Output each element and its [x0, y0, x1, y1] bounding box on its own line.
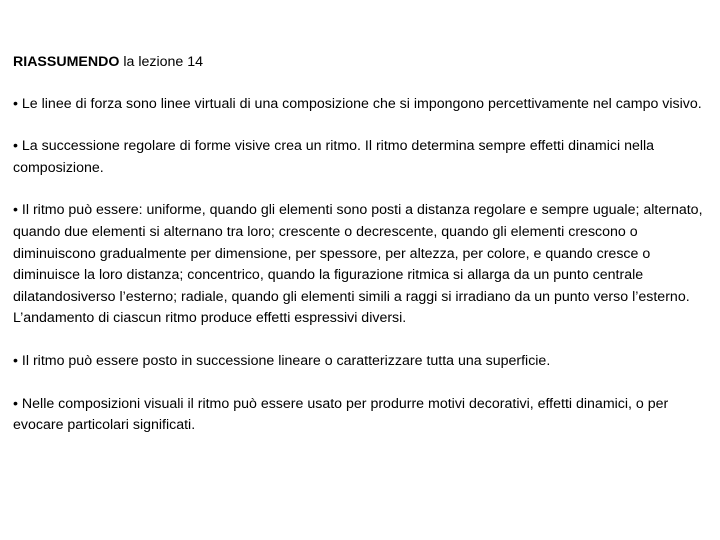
title-bold: RIASSUMENDO: [13, 54, 120, 70]
paragraph-lines-of-force: • Le linee di forza sono linee virtuali di una composizione che si impongono percettivamente nel campo visivo.: [13, 95, 702, 112]
paragraph-rhythm-definition: • La successione regolare di forme visive crea un ritmo. Il ritmo determina sempre effetti dinamici nella composizione.: [13, 138, 655, 176]
paragraph-rhythm-succession: • Il ritmo può essere posto in successione lineare o caratterizzare tutta una superficie.: [13, 352, 551, 369]
slide-content: [13, 52, 708, 458]
paragraph-rhythm-uses: • Nelle composizioni visuali il ritmo può essere usato per produrre motivi decorativi, effetti dinamici, o per evocare particolari significati.: [13, 395, 669, 434]
title-rest: la lezione 14: [119, 54, 204, 70]
paragraph-rhythm-types: • Il ritmo può essere: uniforme, quando gli elementi sono posti a distanza regolare e sempre uguale; alternato, quando due elementi si alternano tra loro; crescente o decrescente, quando gli elementi crescono o diminuiscono gradualmente per dimensione, per spessore, per altezza, per colore, e quando cresce o diminuisce la loro distanza; concentrico, quando la figurazione ritmica si allarga da un punto centrale dilatandosiverso l’esterno; radiale, quando gli elementi simili a raggi si irradiano da un punto verso l’esterno. L’andamento di ciascun ritmo produce effetti espressivi diversi.: [13, 202, 703, 327]
slide-title: [13, 52, 708, 74]
